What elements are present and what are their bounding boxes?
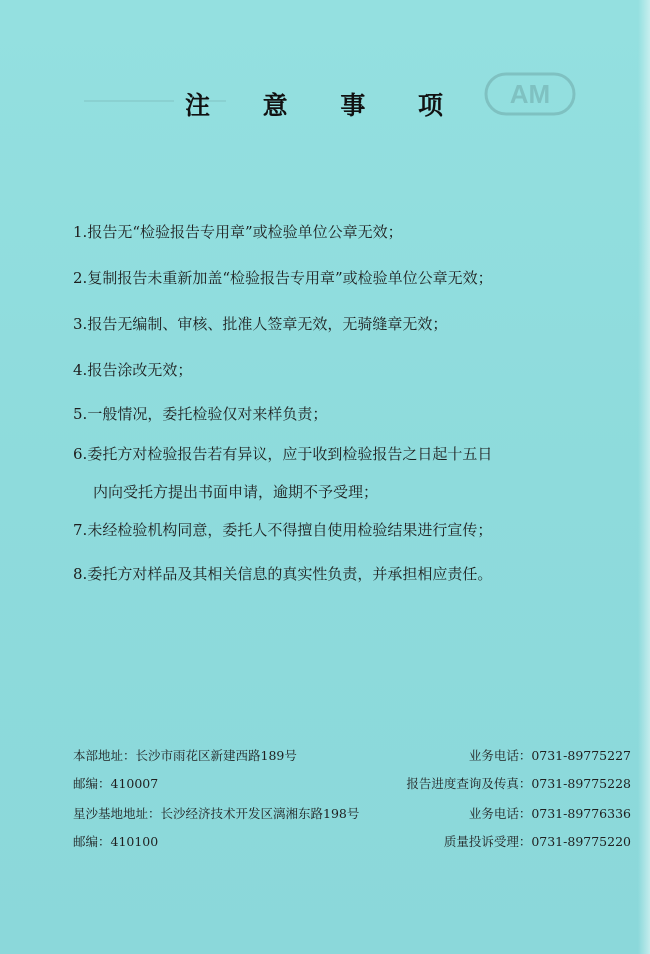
list-item-text: 一般情况，委托检验仅对来样负责； xyxy=(87,405,328,423)
list-item-number: 7. xyxy=(73,521,88,539)
list-item-text: 报告涂改无效； xyxy=(87,361,193,379)
list-item-number: 8. xyxy=(73,565,88,583)
paper-edge xyxy=(638,0,650,954)
progress-fax-phone: 报告进度查询及传真：0731-89775228 xyxy=(406,776,631,791)
list-item-text: 报告无“检验报告专用章”或检验单位公章无效； xyxy=(87,223,403,241)
list-item-number: 4. xyxy=(73,361,88,379)
business-phone-1: 业务电话：0731-89775227 xyxy=(468,748,631,763)
footer-row xyxy=(73,832,631,852)
list-item-continuation: 内向受托方提出书面申请，逾期不予受理； xyxy=(93,483,379,501)
svg-text:AM: AM xyxy=(509,79,551,109)
list-item xyxy=(73,520,492,540)
hq-postcode: 邮编：410007 xyxy=(73,776,159,791)
list-item-number: 3. xyxy=(73,315,88,333)
footer-row xyxy=(73,746,631,766)
list-item-text: 委托方对样品及其相关信息的真实性负责，并承担相应责任。 xyxy=(87,565,493,583)
list-item-number: 6. xyxy=(73,445,88,463)
list-item-text: 报告无编制、审核、批准人签章无效，无骑缝章无效； xyxy=(87,315,448,333)
list-item xyxy=(73,222,403,242)
list-item-text: 委托方对检验报告若有异议，应于收到检验报告之日起十五日 xyxy=(87,445,493,463)
list-item-text: 未经检验机构同意，委托人不得擅自使用检验结果进行宣传； xyxy=(87,521,493,539)
footer-row xyxy=(73,774,631,794)
list-item xyxy=(73,444,492,464)
business-phone-2: 业务电话：0731-89776336 xyxy=(468,806,631,821)
list-item-number: 2. xyxy=(73,269,88,287)
list-item xyxy=(73,360,192,380)
list-item xyxy=(73,404,327,424)
list-item xyxy=(73,314,447,334)
xingsha-postcode: 邮编：410100 xyxy=(73,834,159,849)
list-item-text: 复制报告未重新加盖“检验报告专用章”或检验单位公章无效； xyxy=(87,269,493,287)
hq-address: 本部地址：长沙市雨花区新建西路189号 xyxy=(73,748,297,763)
list-item-number: 5. xyxy=(73,405,88,423)
list-item xyxy=(73,268,493,288)
list-item-number: 1. xyxy=(73,223,88,241)
page-title: 注 意 事 项 xyxy=(184,91,466,120)
list-item xyxy=(73,564,492,584)
complaint-phone: 质量投诉受理：0731-89775220 xyxy=(443,834,631,849)
footer-row xyxy=(73,804,631,824)
xingsha-address: 星沙基地地址：长沙经济技术开发区漓湘东路198号 xyxy=(73,806,360,821)
